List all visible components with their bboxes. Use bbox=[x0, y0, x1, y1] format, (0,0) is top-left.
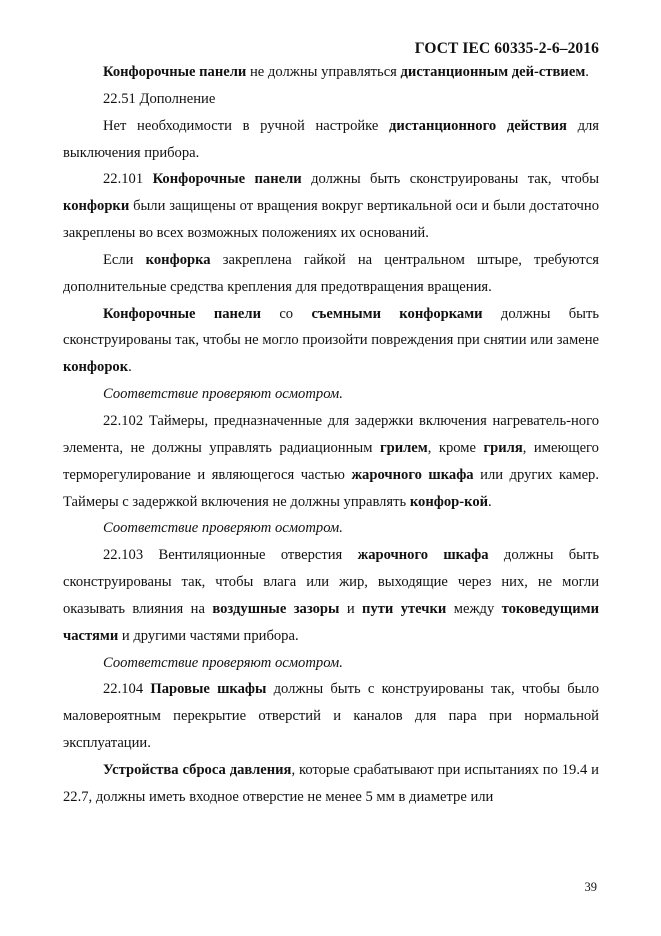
term-bold: воздушные зазоры bbox=[212, 600, 340, 617]
term-bold: съемными конфорками bbox=[311, 305, 483, 322]
text-run: не должны управляться bbox=[246, 64, 401, 80]
text-italic: Соответствие проверяют осмотром. bbox=[103, 654, 343, 671]
paragraph-clause-22-104 bbox=[63, 676, 599, 757]
text-run: должны быть сконструированы так, чтобы не могло произойти повреждения при снятии или замене bbox=[63, 305, 599, 349]
text-run: , имеющего терморегулирование и являющегося частью bbox=[63, 439, 599, 483]
text-run: 22.51 Дополнение bbox=[103, 90, 216, 107]
term-bold: конфорки bbox=[63, 198, 130, 215]
term-bold: конфорка bbox=[145, 251, 211, 268]
text-run: должны быть с конструированы так, чтобы было маловероятным перекрытие отверстий и каналов для пара при нормальной эксплуатации. bbox=[63, 681, 600, 752]
text-italic: Соответствие проверяют осмотром. bbox=[103, 386, 343, 403]
term-bold: токоведущими частями bbox=[63, 600, 600, 644]
text-run: . bbox=[128, 359, 132, 376]
paragraph-clause-22-101 bbox=[63, 166, 599, 247]
text-italic: Соответствие проверяют осмотром. bbox=[103, 520, 343, 537]
text-run: должны быть сконструированы так, чтобы bbox=[301, 171, 599, 188]
text-run: . bbox=[488, 493, 492, 510]
compliance-note bbox=[63, 515, 599, 542]
text-run: и bbox=[339, 600, 363, 617]
paragraph bbox=[63, 113, 599, 167]
text-run: должны быть сконструированы так, чтобы влага или жир, выходящие через них, не могли оказывать влияния на bbox=[63, 547, 600, 617]
term-bold: дистанционного действия bbox=[389, 117, 567, 134]
term-bold: Конфорочные панели bbox=[103, 305, 262, 322]
paragraph bbox=[63, 59, 599, 86]
term-bold: жарочного шкафа bbox=[351, 466, 474, 483]
compliance-note bbox=[63, 650, 599, 677]
compliance-note bbox=[63, 381, 599, 408]
text-run: закреплена гайкой на центральном штыре, требуются дополнительные средства крепления для предотвращения вращения. bbox=[63, 251, 599, 295]
text-run: 22.103 Вентиляционные отверстия bbox=[103, 547, 358, 564]
term-bold: грилем bbox=[379, 439, 428, 456]
term-bold: дистанционным дей-ствием bbox=[400, 64, 586, 80]
text-run: были защищены от вращения вокруг вертикальной оси и были достаточно закреплены во всех возможных положениях их оснований. bbox=[63, 198, 599, 242]
text-run: , которые срабатывают при испытаниях по 19.4 и 22.7, должны иметь входное отверстие не менее 5 мм в диаметре или bbox=[63, 761, 599, 805]
term-bold: жарочного шкафа bbox=[357, 547, 489, 564]
page-number: 39 bbox=[584, 880, 597, 894]
term-bold: Устройства сброса давления bbox=[103, 761, 292, 778]
text-run: . bbox=[585, 64, 589, 80]
term-bold: Конфорочные панели bbox=[103, 64, 247, 80]
term-bold: Конфорочные панели bbox=[152, 171, 302, 188]
text-run: , кроме bbox=[427, 439, 484, 456]
term-bold: конфор-кой bbox=[409, 493, 489, 510]
text-run: со bbox=[261, 305, 312, 322]
text-run: или других камер. Таймеры с задержкой включения не должны управлять bbox=[63, 466, 599, 510]
paragraph-clause-22-103 bbox=[63, 542, 599, 649]
paragraph-clause-22-102 bbox=[63, 408, 599, 515]
text-run: 22.104 bbox=[103, 681, 151, 698]
term-bold: Паровые шкафы bbox=[150, 681, 267, 698]
paragraph bbox=[63, 757, 599, 811]
term-bold: гриля bbox=[483, 439, 523, 456]
paragraph bbox=[63, 247, 599, 301]
text-run: и другими частями прибора. bbox=[118, 627, 299, 644]
text-run: между bbox=[446, 600, 502, 617]
paragraph bbox=[63, 301, 599, 382]
text-run: для выключения прибора. bbox=[63, 117, 600, 161]
document-header: ГОСТ IEC 60335-2-6–2016 bbox=[414, 40, 599, 57]
document-body bbox=[63, 59, 599, 811]
term-bold: конфорок bbox=[63, 359, 129, 376]
text-run: 22.101 bbox=[103, 171, 153, 188]
paragraph-clause-22-51 bbox=[63, 86, 599, 113]
text-run: 22.102 Таймеры, предназначенные для задержки включения нагреватель-ного элемента, не должны управлять радиационным bbox=[63, 412, 599, 456]
text-run: Если bbox=[103, 251, 146, 268]
term-bold: пути утечки bbox=[362, 600, 447, 617]
text-run: Нет необходимости в ручной настройке bbox=[103, 117, 390, 134]
